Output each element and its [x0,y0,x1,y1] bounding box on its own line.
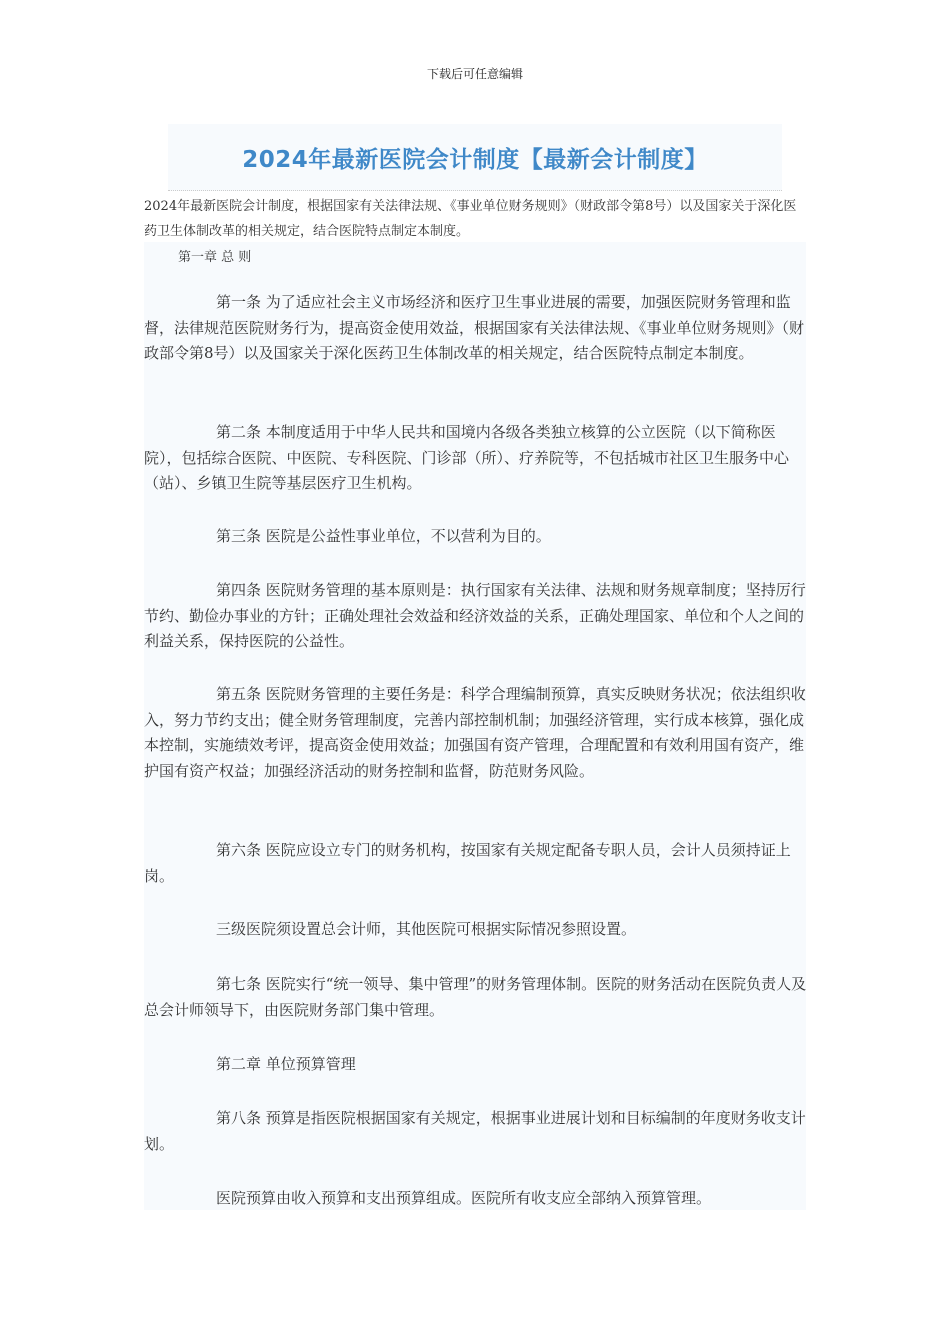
article-4: 第四条 医院财务管理的基本原则是：执行国家有关法律、法规和财务规章制度；坚持厉行节约、勤俭办事业的方针；正确处理社会效益和经济效益的关系，正确处理国家、单位和个人之间的利益关系，保持医院的公益性。 [144,581,806,650]
article-6: 第六条 医院应设立专门的财务机构，按国家有关规定配备专职人员，会计人员须持证上岗。 [144,841,791,885]
article-7: 第七条 医院实行“统一领导、集中管理”的财务管理体制。医院的财务活动在医院负责人及总会计师领导下，由医院财务部门集中管理。 [144,975,807,1019]
page-header-note: 下载后可任意编辑 [426,67,523,81]
article-6-supplement: 三级医院须设置总会计师，其他医院可根据实际情况参照设置。 [216,920,637,938]
article-5: 第五条 医院财务管理的主要任务是：科学合理编制预算，真实反映财务状况；依法组织收入，努力节约支出；健全财务管理制度，完善内部控制机制；加强经济管理，实行成本核算，强化成本控制，实施绩效考评，提高资金使用效益；加强国有资产管理，合理配置和有效利用国有资产，维护国有资产权益；加强经济活动的财务控制和监督，防范财务风险。 [144,685,806,780]
article-1: 第一条 为了适应社会主义市场经济和医疗卫生事业进展的需要，加强医院财务管理和监督，法律规范医院财务行为，提高资金使用效益，根据国家有关法律法规、《事业单位财务规则》（财政部令第8号）以及国家关于深化医药卫生体制改革的相关规定，结合医院特点制定本制度。 [144,293,805,362]
chapter-2-heading: 第二章 单位预算管理 [216,1055,356,1073]
intro-paragraph: 2024年最新医院会计制度，根据国家有关法律法规、《事业单位财务规则》（财政部令第8号）以及国家关于深化医药卫生体制改革的相关规定，结合医院特点制定本制度。 [144,199,797,239]
article-2: 第二条 本制度适用于中华人民共和国境内各级各类独立核算的公立医院（以下简称医院），包括综合医院、中医院、专科医院、门诊部（所）、疗养院等，不包括城市社区卫生服务中心（站）、乡镇卫生院等基层医疗卫生机构。 [144,423,790,492]
article-8-supplement: 医院预算由收入预算和支出预算组成。医院所有收支应全部纳入预算管理。 [216,1189,712,1207]
document-title: 2024年最新医院会计制度【最新会计制度】 [242,146,708,173]
title-banner [168,124,782,191]
article-3: 第三条 医院是公益性事业单位，不以营利为目的。 [216,527,551,545]
chapter-1-heading: 第一章 总 则 [178,250,252,265]
article-8: 第八条 预算是指医院根据国家有关规定，根据事业进展计划和目标编制的年度财务收支计划。 [144,1109,806,1153]
